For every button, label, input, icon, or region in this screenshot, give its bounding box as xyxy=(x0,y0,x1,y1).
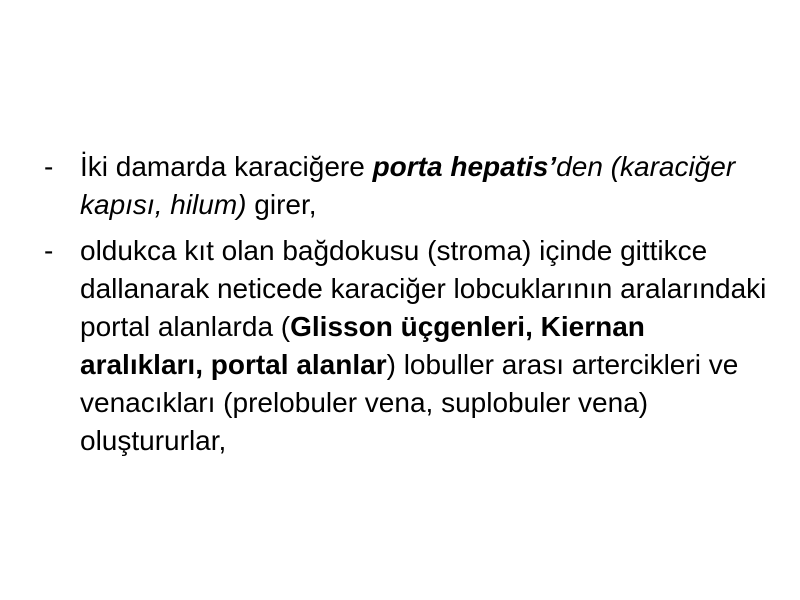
text-segment: İki damarda karaciğere xyxy=(80,151,373,182)
text-segment: ) lobuller arası artercikleri ve venacıkları (prelobuler vena, suplobuler vena) oluştururlar, xyxy=(80,349,739,456)
text-segment: girer, xyxy=(246,189,317,220)
bullet-item xyxy=(34,232,774,460)
bullet-text xyxy=(80,235,766,456)
bullet-marker: - xyxy=(44,235,54,266)
text-segment-italic: den (karaciğer kapısı, hilum) xyxy=(80,151,736,220)
text-segment-bold: Glisson üçgenleri, Kiernan aralıkları, portal alanlar xyxy=(80,311,645,380)
bullet-marker: - xyxy=(44,151,54,182)
bullet-item xyxy=(34,148,774,224)
text-segment-bold-italic: porta hepatis’ xyxy=(372,151,557,182)
bullet-text xyxy=(80,151,735,220)
text-segment: oldukca kıt olan bağdokusu (stroma) içinde gittikce dallanarak neticede karaciğer lobcuklarının aralarındaki portal alanlarda ( xyxy=(80,235,767,342)
bullet-list xyxy=(34,148,774,468)
